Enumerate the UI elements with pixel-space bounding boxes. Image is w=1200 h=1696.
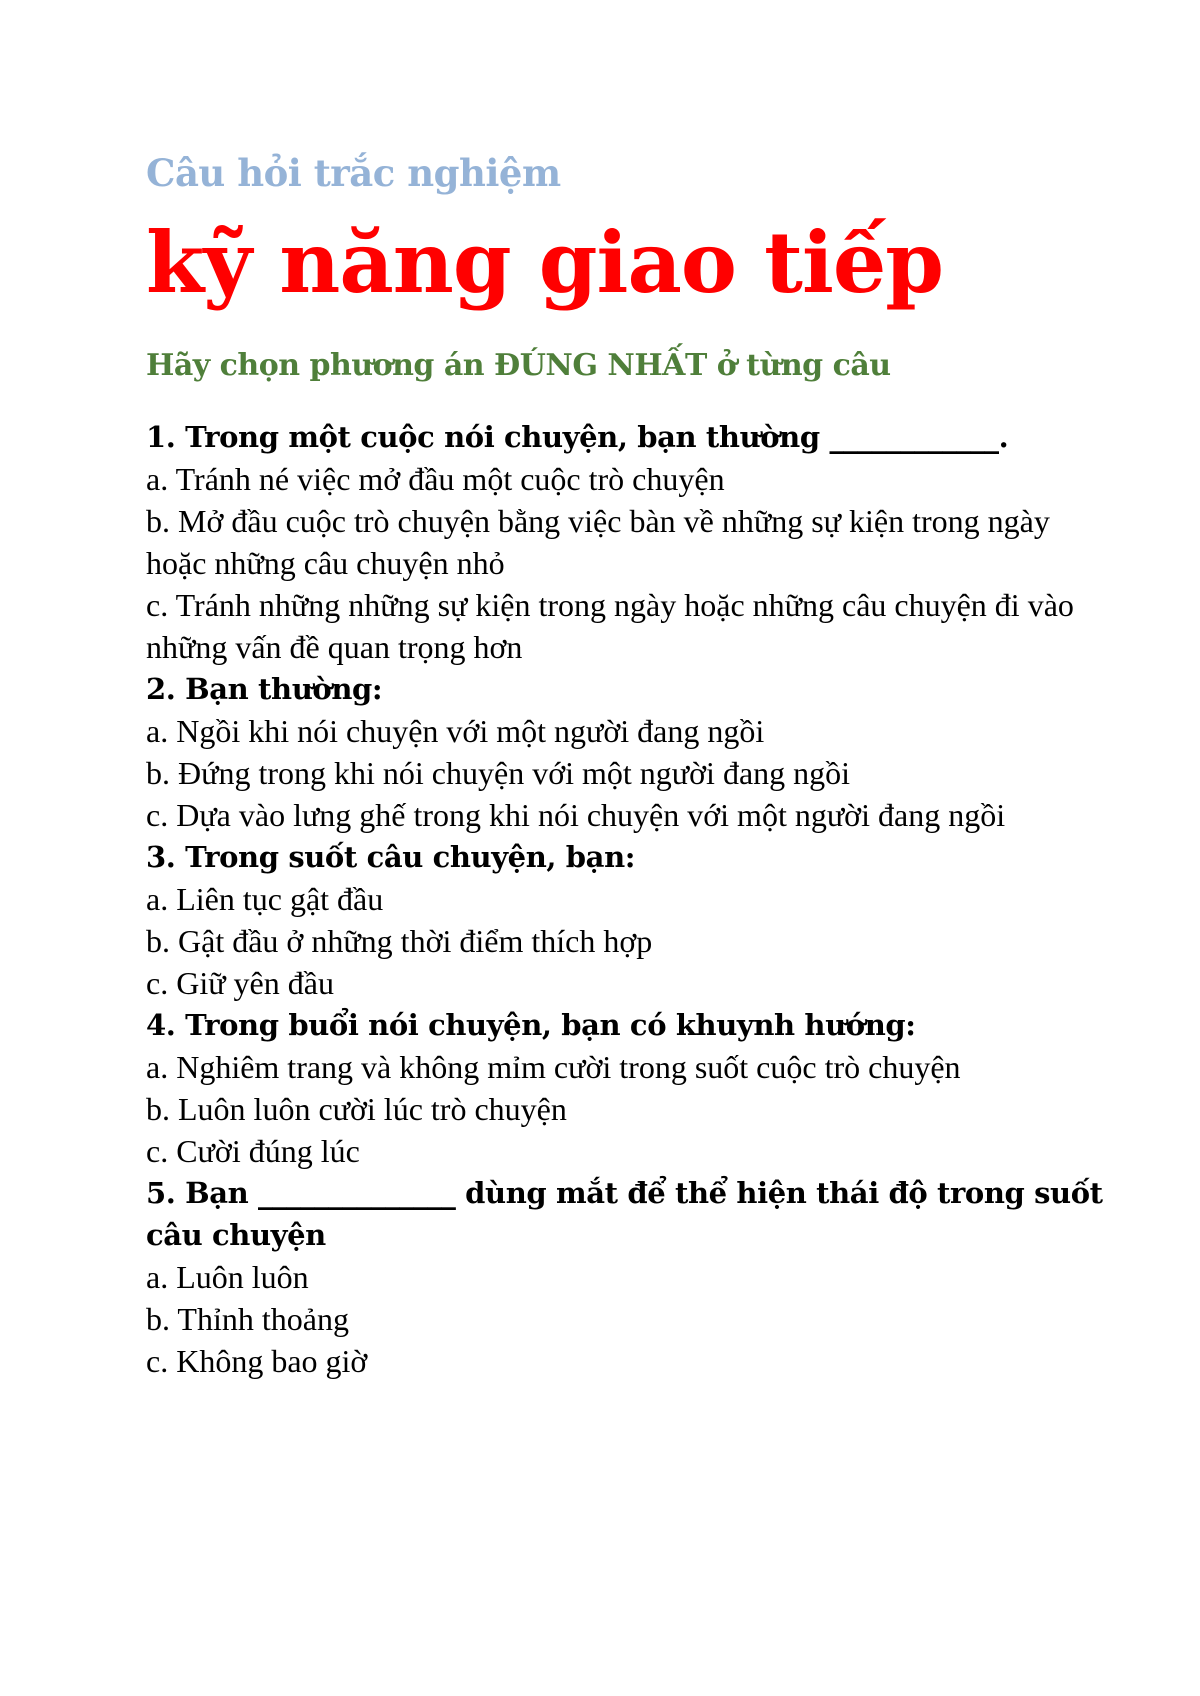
instruction-text: Hãy chọn phương án ĐÚNG NHẤT ở từng câu (146, 348, 891, 383)
question-5 (146, 1172, 1106, 1382)
answer-option: c. Tránh những những sự kiện trong ngày hoặc những câu chuyện đi vào những vấn đề quan trọng hơn (146, 587, 1074, 665)
answer-option: a. Ngồi khi nói chuyện với một người đang ngồi (146, 713, 765, 749)
question-text: 1. Trong một cuộc nói chuyện, bạn thường ____________. (146, 420, 1009, 454)
answer-option: b. Đứng trong khi nói chuyện với một người đang ngồi (146, 755, 851, 791)
answer-option: a. Tránh né việc mở đầu một cuộc trò chuyện (146, 461, 725, 497)
question-4 (146, 1004, 1106, 1172)
question-text: 2. Bạn thường: (146, 672, 383, 706)
answer-option: b. Thỉnh thoảng (146, 1301, 349, 1337)
question-text: 4. Trong buổi nói chuyện, bạn có khuynh hướng: (146, 1008, 916, 1042)
answer-option: c. Cười đúng lúc (146, 1133, 360, 1169)
answer-option: b. Mở đầu cuộc trò chuyện bằng việc bàn về những sự kiện trong ngày hoặc những câu chuyện nhỏ (146, 503, 1050, 581)
question-2 (146, 668, 1106, 836)
answer-option: c. Giữ yên đầu (146, 965, 334, 1001)
question-list (146, 416, 1106, 1382)
question-1 (146, 416, 1106, 668)
answer-option: c. Dựa vào lưng ghế trong khi nói chuyện với một người đang ngồi (146, 797, 1006, 833)
answer-option: b. Gật đầu ở những thời điểm thích hợp (146, 923, 653, 959)
answer-option: a. Liên tục gật đầu (146, 881, 384, 917)
answer-option: a. Luôn luôn (146, 1259, 309, 1295)
answer-option: a. Nghiêm trang và không mỉm cười trong suốt cuộc trò chuyện (146, 1049, 961, 1085)
document-title: kỹ năng giao tiếp (146, 213, 944, 312)
question-text: 5. Bạn ______________ dùng mắt để thể hiện thái độ trong suốt câu chuyện (146, 1176, 1103, 1252)
document-content (146, 148, 1106, 1382)
answer-option: b. Luôn luôn cười lúc trò chuyện (146, 1091, 567, 1127)
document-subtitle: Câu hỏi trắc nghiệm (146, 151, 561, 195)
answer-option: c. Không bao giờ (146, 1343, 368, 1379)
question-3 (146, 836, 1106, 1004)
question-text: 3. Trong suốt câu chuyện, bạn: (146, 840, 636, 874)
